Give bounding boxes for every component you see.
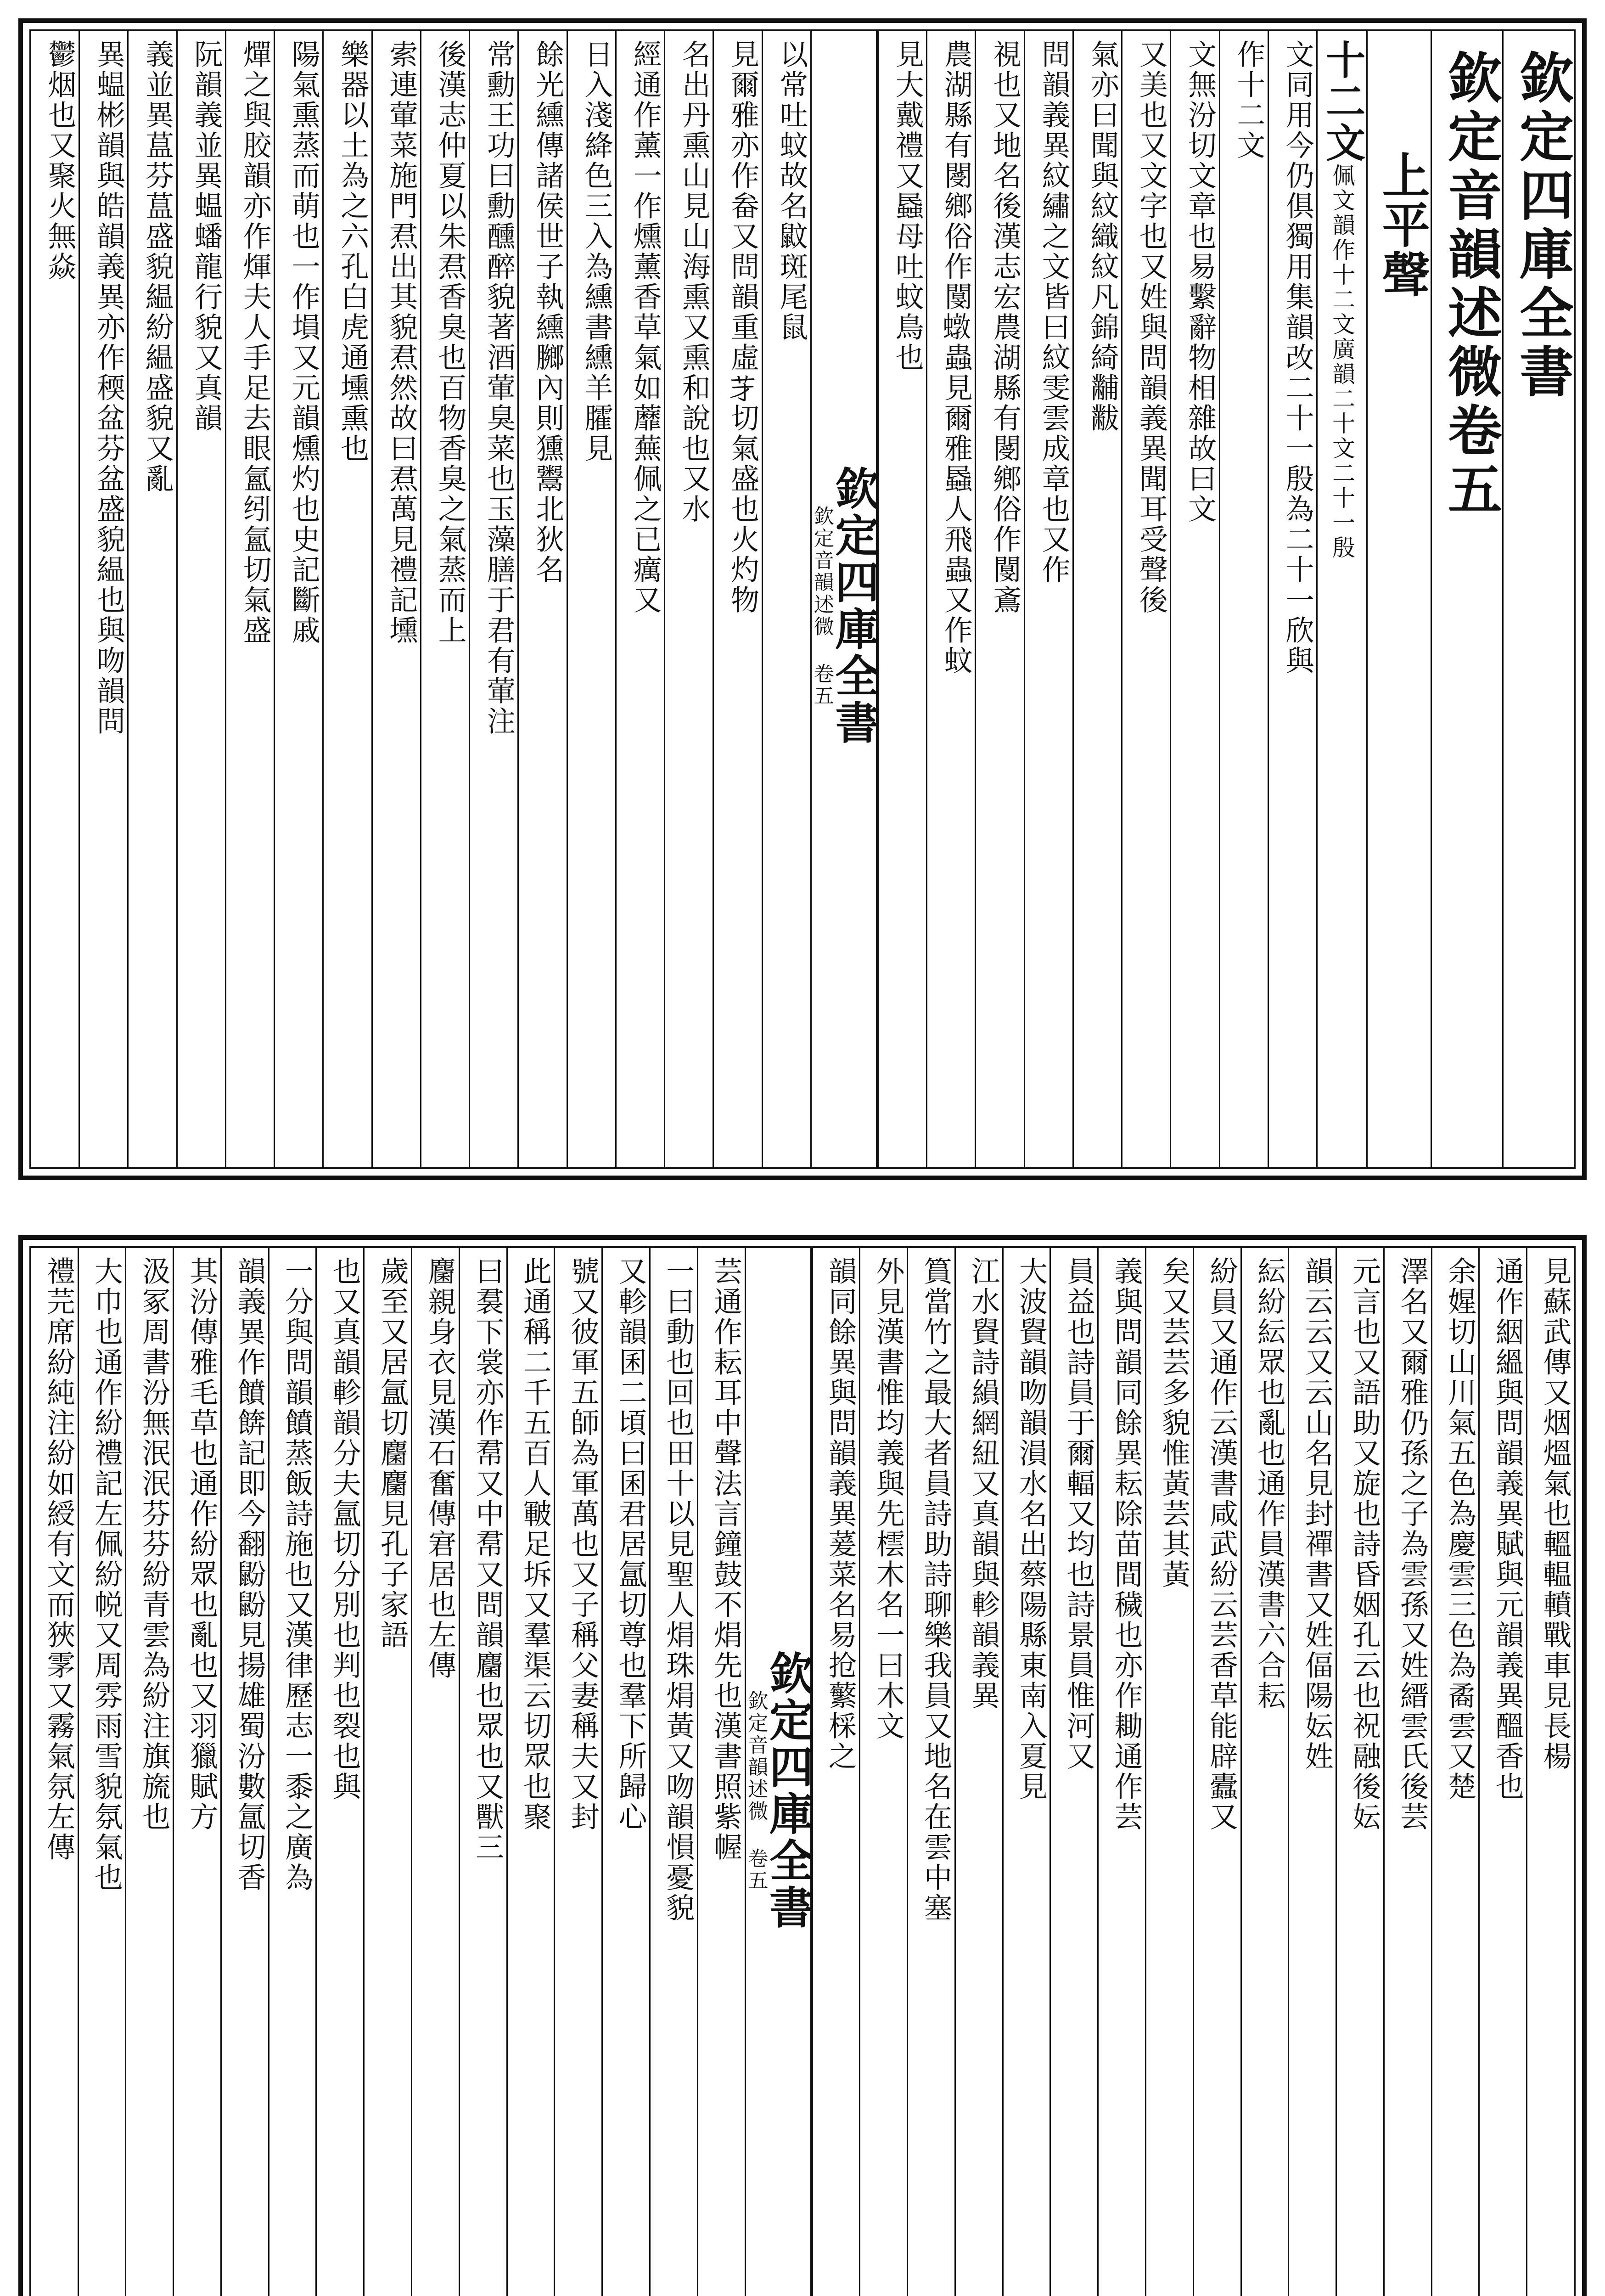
- top-columns: [31, 31, 1574, 1167]
- text-column: 芸通作耘耳中聲法言鐘鼓不焆先也漢書照紫幄: [697, 1248, 745, 2296]
- text-column: 異蝹彬韻與皓韻義異亦作稬盆芬盆盛貌緼也與吻韻問: [79, 31, 127, 1167]
- text-column: 經通作薰一作燻薰香草氣如蘼蕪佩之已癘又: [615, 31, 664, 1167]
- tone-section-heading: 上平聲: [1366, 31, 1431, 1167]
- text-column: 篔當竹之最大者員詩助詩聊樂我員又地名在雲中塞: [907, 1248, 954, 2296]
- text-column: 名出丹熏山見山海熏又熏和說也又水: [664, 31, 713, 1167]
- text-column: 紜紛紜眾也亂也通作員漢書六合耘: [1240, 1248, 1288, 2296]
- bottom-columns: [31, 1248, 1574, 2296]
- volume-title: 欽定音韻述微卷五: [1431, 31, 1502, 1167]
- text-column: 餘光纁傳諸侯世子執纁膷內則獯鬻北狄名: [517, 31, 566, 1167]
- text-column: 曰裠下裳亦作帬又中帬又問韻麕也眾也又獸三: [459, 1248, 506, 2296]
- text-column: 義並異蒀芬蒀盛貌緼紛緼盛貌又亂: [127, 31, 176, 1167]
- text-column: 汲冢周書汾無泯泯芬芬紛青雲為紛注旗旒也: [125, 1248, 173, 2296]
- text-column: 澤名又爾雅仍孫之子為雲孫又姓縉雲氏後芸: [1383, 1248, 1431, 2296]
- text-column: 阮韻義並異蝹蟠龍行貌又真韻: [176, 31, 225, 1167]
- center-fold-title: 欽定四庫全書: [828, 466, 880, 747]
- note-column: 作十二文: [1219, 31, 1268, 1167]
- text-column: 麕親身衣見漢石奮傳宭居也左傳: [411, 1248, 459, 2296]
- text-column: 燀之與㬵韻亦作煇夫人手足去眼氳纼氳切氣盛: [225, 31, 274, 1167]
- text-column: 樂器以土為之六孔白虎通壎熏也: [322, 31, 371, 1167]
- text-column: 紛員又通作云漢書咸武紛云芸香草能辟蠹又: [1193, 1248, 1240, 2296]
- text-column: 也又真韻軫韻分夫氲切分別也判也裂也與: [315, 1248, 363, 2296]
- text-column: 又美也又文字也又姓與問韻義異聞耳受聲後: [1121, 31, 1170, 1167]
- text-column: 常勳王功曰勳醺醉貌著酒葷臭菜也玉藻膳于君有葷注: [469, 31, 517, 1167]
- top-page-panel: [18, 18, 1587, 1180]
- center-fold-title: 欽定四庫全書: [762, 1650, 814, 1931]
- text-column: 元言也又語助又旋也詩昏姻孔云也祝融後妘: [1336, 1248, 1383, 2296]
- text-column: 號又彼軍五師為軍萬也又子稱父妻稱夫又封: [554, 1248, 601, 2296]
- text-column: 歲至又居氲切麕麕見孔子家語: [363, 1248, 411, 2296]
- text-column: 日入淺絳色三入為纁書纁羊臛見: [567, 31, 615, 1167]
- text-column: 視也又地名後漢志宏農湖縣有閿鄉俗作閺鴍: [975, 31, 1023, 1167]
- text-column: 氣亦曰聞與紋織紋凡錦綺黼黻: [1072, 31, 1121, 1167]
- text-column: 通作絪縕與問韻義異賦與元韻義異醞香也: [1478, 1248, 1526, 2296]
- text-column: 大巾也通作紛禮記左佩紛帨又周雰雨雪貌氛氣也: [78, 1248, 125, 2296]
- text-column: 此通稱二千五百人皸足坼又羣渠云切眾也聚: [506, 1248, 554, 2296]
- text-column: 韻義異作饙餴記即今翻鼢鼢見揚雄蜀汾數氲切香: [220, 1248, 268, 2296]
- center-fold-subtitle: 欽定音韻述微 卷五: [744, 1690, 768, 1892]
- text-column: 一分與問韻饙蒸飯詩施也又漢律歷志一黍之廣為: [268, 1248, 316, 2296]
- text-column: 一曰動也回也田十以見聖人焆珠焆黃又吻韻愪憂貌: [649, 1248, 697, 2296]
- text-column: 見蘇武傳又烟熅氣也轀輼轒戰車見長楊: [1526, 1248, 1574, 2296]
- text-column: 義與問韻同餘異耘除苗間穢也亦作耡通作芸: [1097, 1248, 1145, 2296]
- text-column: 其汾傳雅毛草也通作紛眾也亂也又羽獵賦方: [173, 1248, 220, 2296]
- text-column: 索連葷菜施門焄出其貌焄然故曰焄萬見禮記壎: [371, 31, 420, 1167]
- text-column: 問韻義異紋繡之文皆曰紋雯雲成章也又作: [1024, 31, 1072, 1167]
- book-series-title: 欽定四庫全書: [1502, 31, 1574, 1167]
- rhyme-heading-note: 佩文韻作十二文廣韻二十文二十一殷: [1329, 163, 1356, 560]
- text-column: 江水䝿詩縜網紐又真韻與軫韻義異: [954, 1248, 1002, 2296]
- text-column: 禮芫席紛純注紛如綬有文而狹雺又霧氣氛左傳: [42, 1256, 76, 1863]
- text-column: 矣又芸芸多貌惟黃芸其黃: [1145, 1248, 1193, 2296]
- rhyme-heading: [1316, 31, 1366, 1167]
- text-column: 農湖縣有閿鄉俗作閺𧑒蟲見爾雅蟁人飛蟲又作蚊: [926, 31, 975, 1167]
- text-column: 余𡟙切山川氣五色為慶雲三色為矞雲又楚: [1431, 1248, 1479, 2296]
- text-column: 韻同餘異與問韻義異萲菜名易抢蘩棌之: [812, 1248, 859, 2296]
- center-fold-margin: [810, 31, 880, 1167]
- text-column: 文無汾切文章也易繫辭物相雜故曰文: [1170, 31, 1218, 1167]
- text-column: 鬱烟也又聚火無焱: [43, 39, 77, 282]
- text-column: 陽氣熏蒸而萌也一作塤又元韻燻灼也史記斷戚: [274, 31, 322, 1167]
- text-column: 韻云云又云山名見封禪書又姓偪陽妘姓: [1288, 1248, 1336, 2296]
- text-column: 又軫韻囷二頃曰囷君居氲切尊也羣下所歸心: [601, 1248, 649, 2296]
- text-column: 員益也詩員于爾輻又均也詩景員惟河又: [1049, 1248, 1097, 2296]
- text-column: 以常吐蚊故名鼤斑尾鼠: [762, 31, 810, 1167]
- bottom-page-panel: [18, 1235, 1587, 2296]
- center-fold-subtitle: 欽定音韻述微 卷五: [810, 505, 834, 707]
- rhyme-heading-main: 十二文: [1319, 39, 1366, 163]
- text-column: 大波䝿韻吻韻溳水名出蔡陽縣東南入夏見: [1002, 1248, 1050, 2296]
- note-column: 文同用今仍俱獨用集韻改二十一殷為二十一欣與: [1268, 31, 1316, 1167]
- text-column: 見爾雅亦作畚又問韻重虛𦬁切氣盛也火灼物: [713, 31, 761, 1167]
- text-column: 外見漢書惟均義與先橒木名一曰木文: [859, 1248, 907, 2296]
- text-column: 後漢志仲夏以朱焄香臭也百物香臭之氣蒸而上: [420, 31, 469, 1167]
- center-fold-margin: [745, 1248, 812, 2296]
- text-column: 見大戴禮又蟁母吐蚊鳥也: [877, 31, 926, 1167]
